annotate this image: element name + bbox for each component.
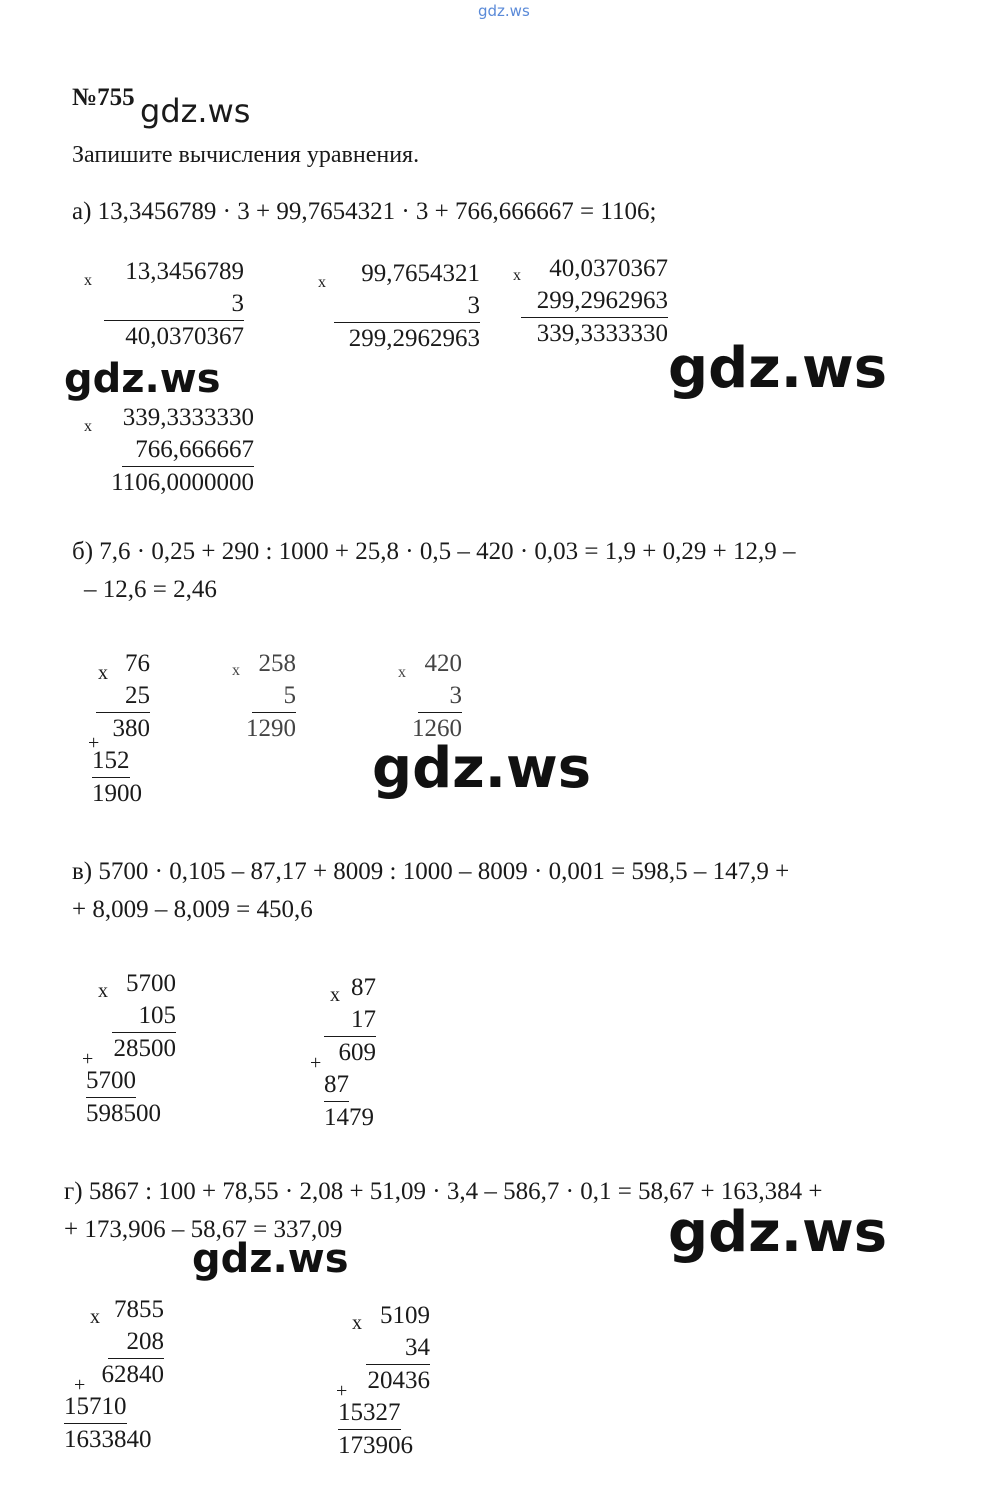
- part-a-expression: а) 13,3456789 · 3 + 99,7654321 · 3 + 766,666667 = 1106;: [72, 198, 657, 225]
- calc-operand: 25: [96, 680, 150, 713]
- calc-operand: 3: [418, 680, 462, 713]
- part-v-line-1: в) 5700 · 0,105 – 87,17 + 8009 : 1000 – 8009 · 0,001 = 598,5 – 147,9 +: [72, 858, 790, 885]
- calc-g-1: [62, 1294, 172, 1464]
- calc-v-1: [82, 968, 192, 1138]
- calc-operand: 76: [125, 650, 150, 677]
- calc-operand: 7855: [114, 1296, 164, 1323]
- calc-operand: 299,2962963: [521, 285, 668, 318]
- calc-partial: 5700: [86, 1065, 136, 1098]
- calc-operand: 3: [334, 290, 480, 323]
- problem-number: №755: [72, 84, 135, 111]
- calc-operand: 40,0370367: [549, 255, 668, 282]
- calc-result: 173906: [338, 1432, 413, 1459]
- calc-a-3: [513, 253, 683, 363]
- calc-operand: 87: [351, 974, 376, 1001]
- calc-operand: 3: [104, 288, 244, 321]
- watermark: gdz.ws: [64, 356, 221, 402]
- calc-v-2: [310, 972, 400, 1142]
- calc-partial: 20436: [367, 1367, 430, 1394]
- calc-b-1: [88, 648, 168, 818]
- watermark: gdz.ws: [668, 1200, 888, 1265]
- times-sign: х: [84, 418, 92, 435]
- calc-partial: 380: [112, 715, 150, 742]
- calc-a-1: [84, 256, 254, 366]
- times-sign: х: [98, 662, 108, 684]
- calc-operand: 5: [252, 680, 296, 713]
- calc-result: 1633840: [64, 1426, 152, 1453]
- part-g-line-1: г) 5867 : 100 + 78,55 · 2,08 + 51,09 · 3,4 – 586,7 · 0,1 = 58,67 + 163,384 +: [64, 1178, 823, 1205]
- calc-partial: 28500: [113, 1035, 176, 1062]
- calc-result: 1106,0000000: [111, 469, 254, 496]
- plus-sign: +: [74, 1374, 86, 1396]
- calc-result: 1900: [92, 780, 142, 807]
- times-sign: х: [398, 664, 406, 681]
- times-sign: х: [330, 984, 340, 1006]
- calc-operand: 339,3333330: [122, 404, 254, 431]
- part-g-line-2: + 173,906 – 58,67 = 337,09: [64, 1216, 343, 1243]
- calc-operand: 99,7654321: [361, 260, 480, 287]
- watermark: gdz.ws: [192, 1236, 349, 1282]
- calc-partial: 609: [338, 1039, 376, 1066]
- calc-operand: 766,666667: [122, 434, 254, 467]
- times-sign: х: [318, 274, 326, 291]
- watermark: gdz.ws: [372, 736, 592, 801]
- calc-result: 598500: [86, 1100, 161, 1127]
- calc-result: 40,0370367: [125, 323, 244, 350]
- plus-sign: +: [336, 1380, 348, 1402]
- calc-partial: 152: [92, 745, 130, 778]
- calc-result: 299,2962963: [348, 325, 480, 352]
- part-b-line-2: – 12,6 = 2,46: [84, 576, 217, 603]
- calc-partial: 87: [324, 1069, 349, 1102]
- header-watermark: gdz.ws: [140, 92, 251, 130]
- calc-b-2: [232, 648, 312, 758]
- calc-result: 1260: [412, 715, 462, 742]
- top-watermark: gdz.ws: [478, 2, 530, 20]
- calc-operand: 5700: [126, 970, 176, 997]
- watermark: gdz.ws: [668, 336, 888, 401]
- calc-g-2: [336, 1300, 446, 1470]
- problem-instruction: Запишите вычисления уравнения.: [72, 142, 420, 168]
- calc-a-4: [84, 402, 264, 512]
- calc-a-2: [318, 258, 488, 368]
- part-v-line-2: + 8,009 – 8,009 = 450,6: [72, 896, 313, 923]
- plus-sign: +: [310, 1052, 322, 1074]
- calc-operand: 5109: [380, 1302, 430, 1329]
- calc-operand: 105: [112, 1000, 176, 1033]
- calc-partial: 62840: [101, 1361, 164, 1388]
- plus-sign: +: [82, 1048, 94, 1070]
- calc-operand: 208: [108, 1326, 164, 1359]
- part-b-line-1: б) 7,6 · 0,25 + 290 : 1000 + 25,8 · 0,5 – 420 · 0,03 = 1,9 + 0,29 + 12,9 –: [72, 538, 796, 565]
- calc-operand: 420: [424, 650, 462, 677]
- times-sign: х: [513, 267, 521, 284]
- calc-operand: 34: [366, 1332, 430, 1365]
- times-sign: х: [90, 1306, 100, 1328]
- times-sign: х: [232, 662, 240, 679]
- calc-partial: 15710: [64, 1391, 127, 1424]
- calc-operand: 17: [324, 1004, 376, 1037]
- calc-result: 339,3333330: [536, 320, 668, 347]
- calc-operand: 258: [258, 650, 296, 677]
- times-sign: х: [352, 1312, 362, 1334]
- times-sign: х: [84, 272, 92, 289]
- calc-result: 1479: [324, 1104, 374, 1131]
- plus-sign: +: [88, 732, 100, 754]
- calc-operand: 13,3456789: [125, 258, 244, 285]
- calc-result: 1290: [246, 715, 296, 742]
- times-sign: х: [98, 980, 108, 1002]
- calc-partial: 15327: [338, 1397, 401, 1430]
